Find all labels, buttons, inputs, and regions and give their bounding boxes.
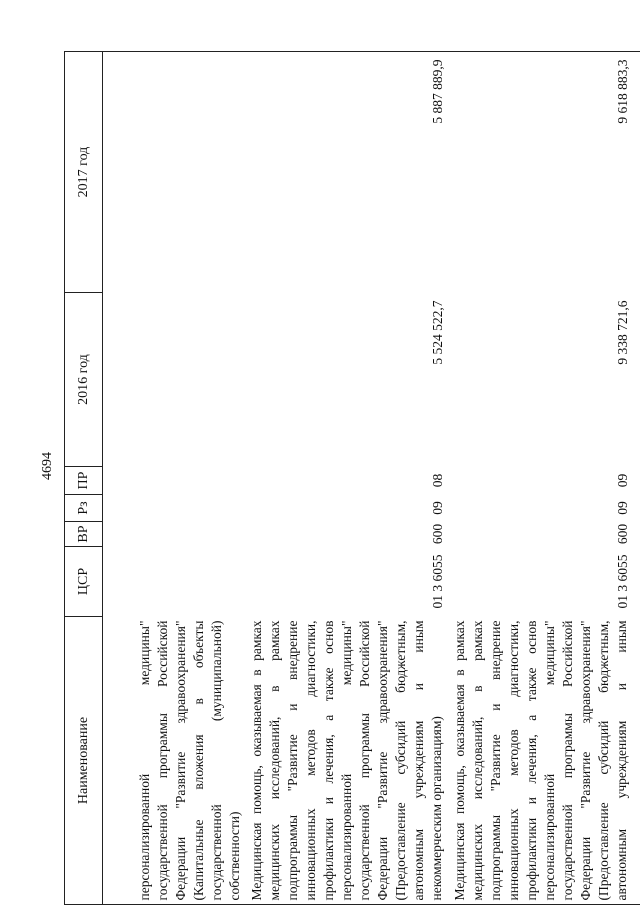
row-pr: 08	[429, 473, 445, 488]
row-name: Медицинская помощь, оказываемая в рамках медицинских исследований, в рамках подпрограммы "Развитие и внедрение инновационных методов диагностики, профилактики и лечения, а также основ персонализированной медицины" государственной программы Российской Федерации "Развитие здравоохранения" (Предоставление субсидий бюджетным, автономным учреждениям и иным	[451, 620, 629, 901]
row-name: Медицинская помощь, оказываемая в рамках медицинских исследований, в рамках подпрограммы "Развитие и внедрение инновационных методов диагностики, профилактики и лечения, а также основ персонализированной медицины" государственной программы Российской Федерации "Развитие здравоохранения" (Предоставление субсидий бюджетным, автономным учреждениям и иным некоммерческим организациям)	[248, 620, 444, 901]
budget-table	[64, 51, 634, 905]
table-row	[247, 52, 449, 905]
row-2017: 9 618 883,3	[614, 59, 630, 124]
row-2017: 5 887 889,9	[429, 59, 445, 124]
header-pr: ПР	[65, 467, 103, 495]
row-2016	[103, 293, 247, 467]
row-name: персонализированной медицины" государственной программы Российской Федерации "Развитие здравоохранения" (Капитальные вложения в объекты государственной (муниципальной) собственности)	[136, 620, 242, 901]
table-row	[449, 52, 634, 905]
header-name: Наименование	[65, 617, 103, 905]
header-csr: ЦСР	[65, 547, 103, 617]
header-rz: Рз	[65, 495, 103, 522]
row-rz	[103, 495, 247, 522]
row-pr: 09	[614, 473, 630, 488]
row-vr: 600	[429, 523, 445, 545]
header-vr: ВР	[65, 522, 103, 547]
row-2016: 5 524 522,7	[429, 300, 445, 365]
row-csr	[103, 547, 247, 617]
row-pr	[103, 467, 247, 495]
page-number: 4694	[40, 452, 55, 480]
row-csr: 01 3 6055	[429, 554, 445, 609]
table-top-border	[64, 52, 65, 905]
table-row	[103, 52, 247, 905]
table-right-border	[64, 51, 640, 52]
row-rz: 09	[614, 501, 630, 515]
row-2016: 9 338 721,6	[614, 300, 630, 365]
document-page	[64, 0, 640, 905]
table-header-row	[65, 52, 103, 905]
row-rz: 09	[429, 501, 445, 515]
row-csr: 01 3 6055	[614, 554, 630, 609]
header-2016: 2016 год	[65, 293, 103, 467]
row-2017	[103, 52, 247, 293]
header-2017: 2017 год	[65, 52, 103, 293]
row-vr	[103, 522, 247, 547]
row-vr: 600	[614, 523, 630, 545]
